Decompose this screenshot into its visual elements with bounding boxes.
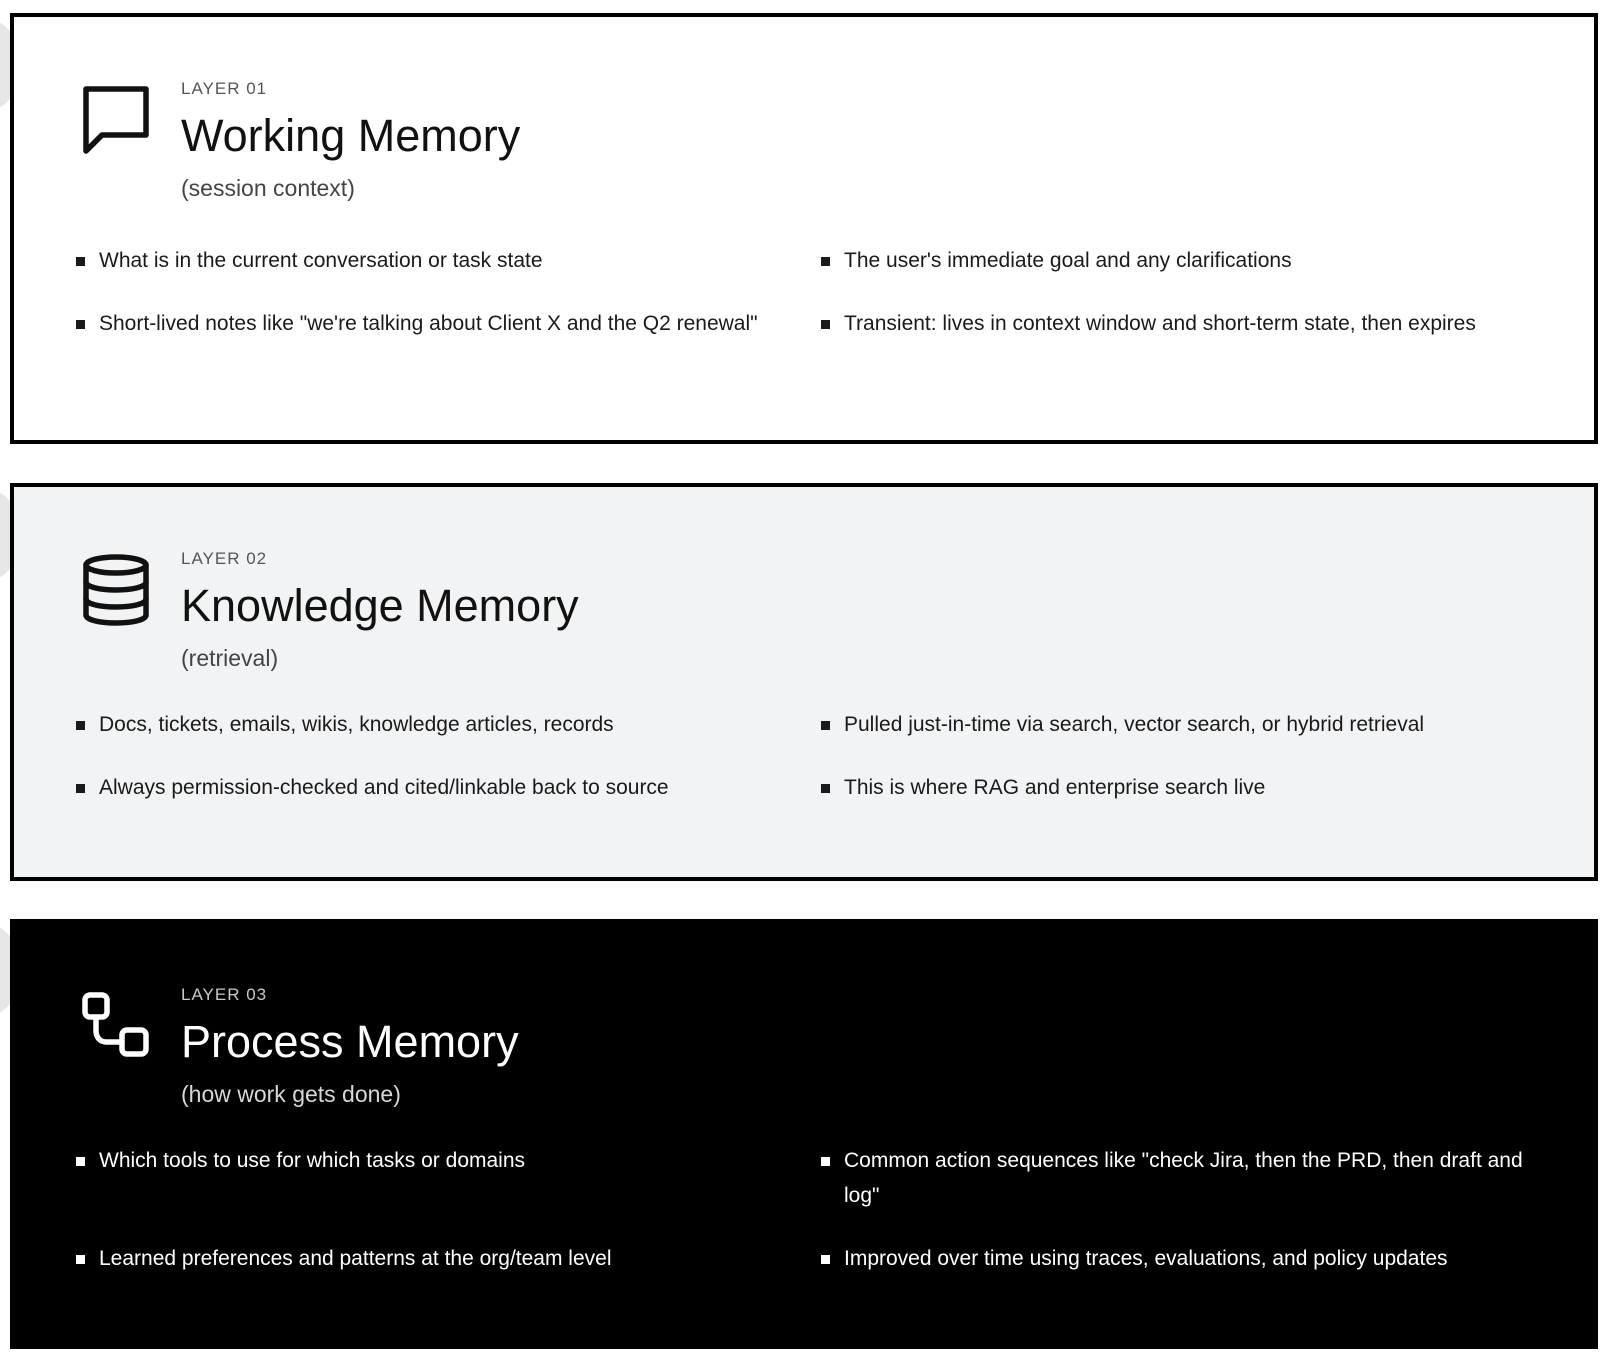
bullet-list: [74, 1143, 1554, 1276]
layer-eyebrow: LAYER 01: [181, 79, 268, 98]
layer-header: [181, 549, 579, 673]
bullet-list: [74, 243, 1554, 341]
layer-card-process-memory: [10, 919, 1598, 1349]
bullet-item: Improved over time using traces, evaluations, and policy updates: [819, 1241, 1554, 1276]
bullet-item: Which tools to use for which tasks or domains: [74, 1143, 819, 1213]
layer-subtitle: (how work gets done): [181, 1081, 401, 1107]
layer-subtitle: (session context): [181, 175, 355, 201]
chat-bubble-icon: [80, 83, 152, 157]
bullet-item: What is in the current conversation or task state: [74, 243, 819, 278]
bullet-item: Learned preferences and patterns at the org/team level: [74, 1241, 819, 1276]
layer-eyebrow: LAYER 02: [181, 549, 268, 568]
layer-card-working-memory: [10, 13, 1598, 444]
layer-header: [181, 985, 519, 1109]
workflow-icon: [80, 989, 152, 1063]
layer-title: Process Memory: [181, 1016, 519, 1067]
bullet-item: The user's immediate goal and any clarifications: [819, 243, 1554, 278]
bullet-item: Transient: lives in context window and short-term state, then expires: [819, 306, 1554, 341]
layer-title: Knowledge Memory: [181, 580, 579, 631]
bullet-item: Pulled just-in-time via search, vector search, or hybrid retrieval: [819, 707, 1554, 742]
bullet-list: [74, 707, 1554, 805]
layer-title: Working Memory: [181, 110, 521, 161]
layer-eyebrow: LAYER 03: [181, 985, 268, 1004]
layer-subtitle: (retrieval): [181, 645, 279, 671]
bullet-item: Docs, tickets, emails, wikis, knowledge articles, records: [74, 707, 819, 742]
layer-header: [181, 79, 520, 203]
bullet-item: Short-lived notes like "we're talking about Client X and the Q2 renewal": [74, 306, 819, 341]
database-icon: [80, 553, 152, 627]
layer-card-knowledge-memory: [10, 483, 1598, 881]
bullet-item: This is where RAG and enterprise search live: [819, 770, 1554, 805]
bullet-item: Always permission-checked and cited/linkable back to source: [74, 770, 819, 805]
bullet-item: Common action sequences like "check Jira, then the PRD, then draft and log": [819, 1143, 1554, 1213]
